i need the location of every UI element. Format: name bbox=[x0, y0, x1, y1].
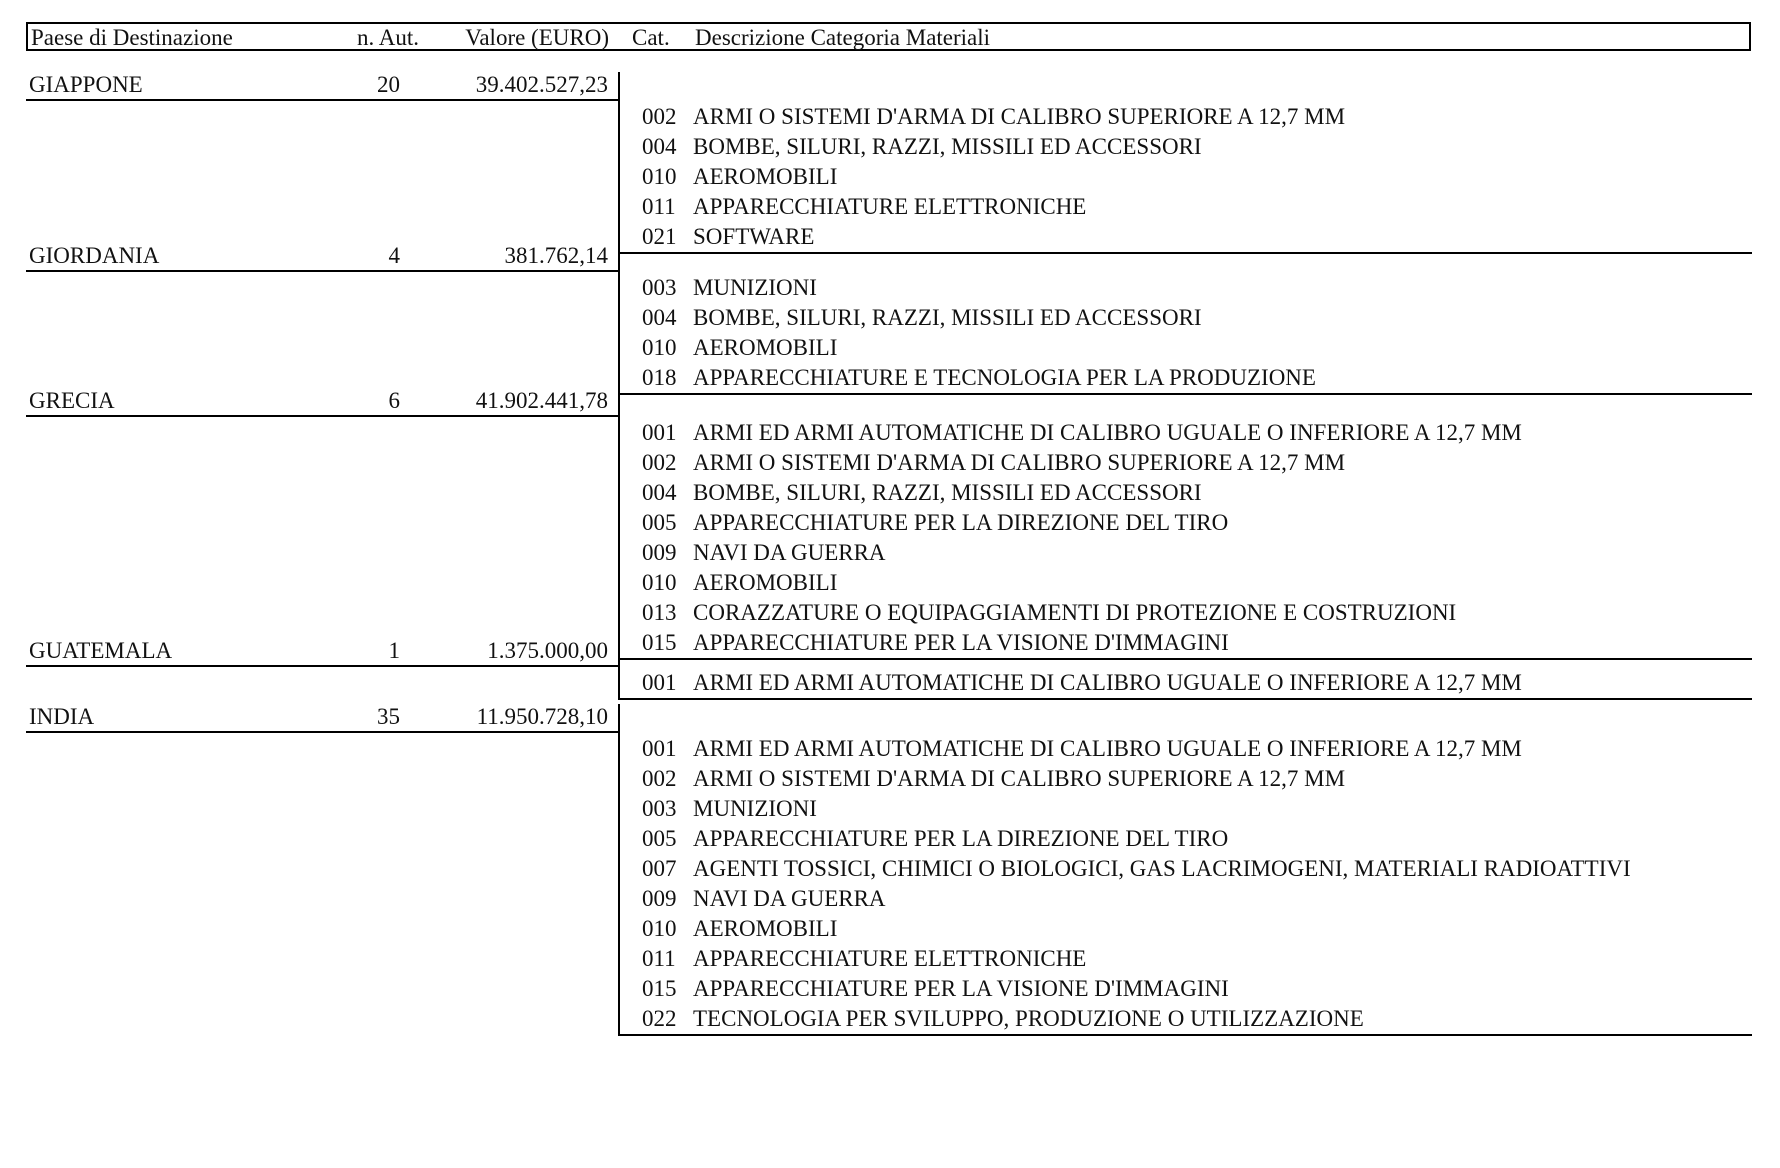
group-bracket-line bbox=[618, 638, 620, 698]
group-bottom-rule bbox=[618, 1034, 1752, 1036]
category-code: 002 bbox=[642, 766, 677, 791]
header-n-aut: n. Aut. bbox=[357, 25, 419, 50]
category-code: 003 bbox=[642, 275, 677, 300]
country-underline bbox=[26, 270, 620, 272]
category-code: 005 bbox=[642, 826, 677, 851]
value-euro: 381.762,14 bbox=[504, 243, 608, 268]
category-code: 003 bbox=[642, 796, 677, 821]
category-description: APPARECCHIATURE PER LA VISIONE D'IMMAGINI bbox=[693, 976, 1229, 1001]
country-underline bbox=[26, 731, 620, 733]
category-code: 007 bbox=[642, 856, 677, 881]
category-description: APPARECCHIATURE PER LA DIREZIONE DEL TIRO bbox=[693, 510, 1229, 535]
value-euro: 41.902.441,78 bbox=[475, 388, 608, 413]
category-description: APPARECCHIATURE PER LA VISIONE D'IMMAGINI bbox=[693, 630, 1229, 655]
header-value: Valore (EURO) bbox=[465, 25, 609, 50]
category-code: 011 bbox=[642, 946, 676, 971]
category-code: 011 bbox=[642, 194, 676, 219]
category-description: CORAZZATURE O EQUIPAGGIAMENTI DI PROTEZIONE E COSTRUZIONI bbox=[693, 600, 1457, 625]
category-description: ARMI O SISTEMI D'ARMA DI CALIBRO SUPERIORE A 12,7 MM bbox=[693, 104, 1346, 129]
value-euro: 1.375.000,00 bbox=[487, 638, 608, 663]
country-name: GUATEMALA bbox=[29, 638, 173, 663]
value-euro: 11.950.728,10 bbox=[476, 704, 608, 729]
category-description: AGENTI TOSSICI, CHIMICI O BIOLOGICI, GAS LACRIMOGENI, MATERIALI RADIOATTIVI bbox=[693, 856, 1631, 881]
category-description: APPARECCHIATURE ELETTRONICHE bbox=[693, 946, 1087, 971]
category-description: APPARECCHIATURE ELETTRONICHE bbox=[693, 194, 1087, 219]
category-code: 010 bbox=[642, 570, 677, 595]
authorization-count: 4 bbox=[388, 243, 400, 268]
category-code: 001 bbox=[642, 736, 677, 761]
category-code: 004 bbox=[642, 305, 677, 330]
country-underline bbox=[26, 99, 620, 101]
country-name: INDIA bbox=[29, 704, 95, 729]
category-description: ARMI ED ARMI AUTOMATICHE DI CALIBRO UGUALE O INFERIORE A 12,7 MM bbox=[693, 736, 1522, 761]
group-bracket-line bbox=[618, 243, 620, 393]
category-description: MUNIZIONI bbox=[693, 275, 817, 300]
category-code: 004 bbox=[642, 480, 677, 505]
category-description: APPARECCHIATURE E TECNOLOGIA PER LA PRODUZIONE bbox=[693, 365, 1316, 390]
authorization-count: 1 bbox=[388, 638, 400, 663]
category-code: 002 bbox=[642, 104, 677, 129]
category-description: AEROMOBILI bbox=[693, 916, 838, 941]
category-description: BOMBE, SILURI, RAZZI, MISSILI ED ACCESSORI bbox=[693, 480, 1202, 505]
group-bottom-rule bbox=[618, 698, 1752, 700]
country-name: GIORDANIA bbox=[29, 243, 160, 268]
category-code: 004 bbox=[642, 134, 677, 159]
category-description: NAVI DA GUERRA bbox=[693, 540, 886, 565]
category-description: NAVI DA GUERRA bbox=[693, 886, 886, 911]
header-description: Descrizione Categoria Materiali bbox=[695, 25, 991, 50]
category-code: 001 bbox=[642, 670, 677, 695]
category-code: 015 bbox=[642, 630, 677, 655]
authorization-count: 35 bbox=[377, 704, 400, 729]
category-code: 021 bbox=[642, 224, 677, 249]
header-cat: Cat. bbox=[632, 25, 670, 50]
authorization-count: 20 bbox=[377, 72, 400, 97]
table-header bbox=[26, 22, 1751, 51]
group-bottom-rule bbox=[618, 393, 1752, 395]
category-code: 010 bbox=[642, 164, 677, 189]
category-description: ARMI ED ARMI AUTOMATICHE DI CALIBRO UGUALE O INFERIORE A 12,7 MM bbox=[693, 670, 1522, 695]
category-description: AEROMOBILI bbox=[693, 335, 838, 360]
country-name: GIAPPONE bbox=[29, 72, 143, 97]
category-description: AEROMOBILI bbox=[693, 570, 838, 595]
category-description: ARMI O SISTEMI D'ARMA DI CALIBRO SUPERIORE A 12,7 MM bbox=[693, 450, 1346, 475]
category-code: 005 bbox=[642, 510, 677, 535]
category-code: 013 bbox=[642, 600, 677, 625]
group-bracket-line bbox=[618, 704, 620, 1034]
country-name: GRECIA bbox=[29, 388, 115, 413]
group-bracket-line bbox=[618, 72, 620, 252]
category-code: 002 bbox=[642, 450, 677, 475]
category-code: 001 bbox=[642, 420, 677, 445]
category-description: BOMBE, SILURI, RAZZI, MISSILI ED ACCESSORI bbox=[693, 134, 1202, 159]
authorization-count: 6 bbox=[388, 388, 400, 413]
category-description: MUNIZIONI bbox=[693, 796, 817, 821]
category-code: 010 bbox=[642, 916, 677, 941]
category-description: APPARECCHIATURE PER LA DIREZIONE DEL TIRO bbox=[693, 826, 1229, 851]
category-code: 022 bbox=[642, 1006, 677, 1031]
category-description: ARMI O SISTEMI D'ARMA DI CALIBRO SUPERIORE A 12,7 MM bbox=[693, 766, 1346, 791]
group-bottom-rule bbox=[618, 658, 1752, 660]
category-code: 015 bbox=[642, 976, 677, 1001]
category-description: AEROMOBILI bbox=[693, 164, 838, 189]
category-code: 009 bbox=[642, 540, 677, 565]
category-description: TECNOLOGIA PER SVILUPPO, PRODUZIONE O UTILIZZAZIONE bbox=[693, 1006, 1364, 1031]
header-country: Paese di Destinazione bbox=[31, 25, 233, 50]
category-code: 010 bbox=[642, 335, 677, 360]
category-description: ARMI ED ARMI AUTOMATICHE DI CALIBRO UGUALE O INFERIORE A 12,7 MM bbox=[693, 420, 1522, 445]
country-underline bbox=[26, 415, 620, 417]
category-code: 018 bbox=[642, 365, 677, 390]
category-description: BOMBE, SILURI, RAZZI, MISSILI ED ACCESSORI bbox=[693, 305, 1202, 330]
value-euro: 39.402.527,23 bbox=[475, 72, 608, 97]
group-bottom-rule bbox=[618, 252, 1752, 254]
category-code: 009 bbox=[642, 886, 677, 911]
category-description: SOFTWARE bbox=[693, 224, 815, 249]
group-bracket-line bbox=[618, 388, 620, 658]
country-underline bbox=[26, 665, 620, 667]
